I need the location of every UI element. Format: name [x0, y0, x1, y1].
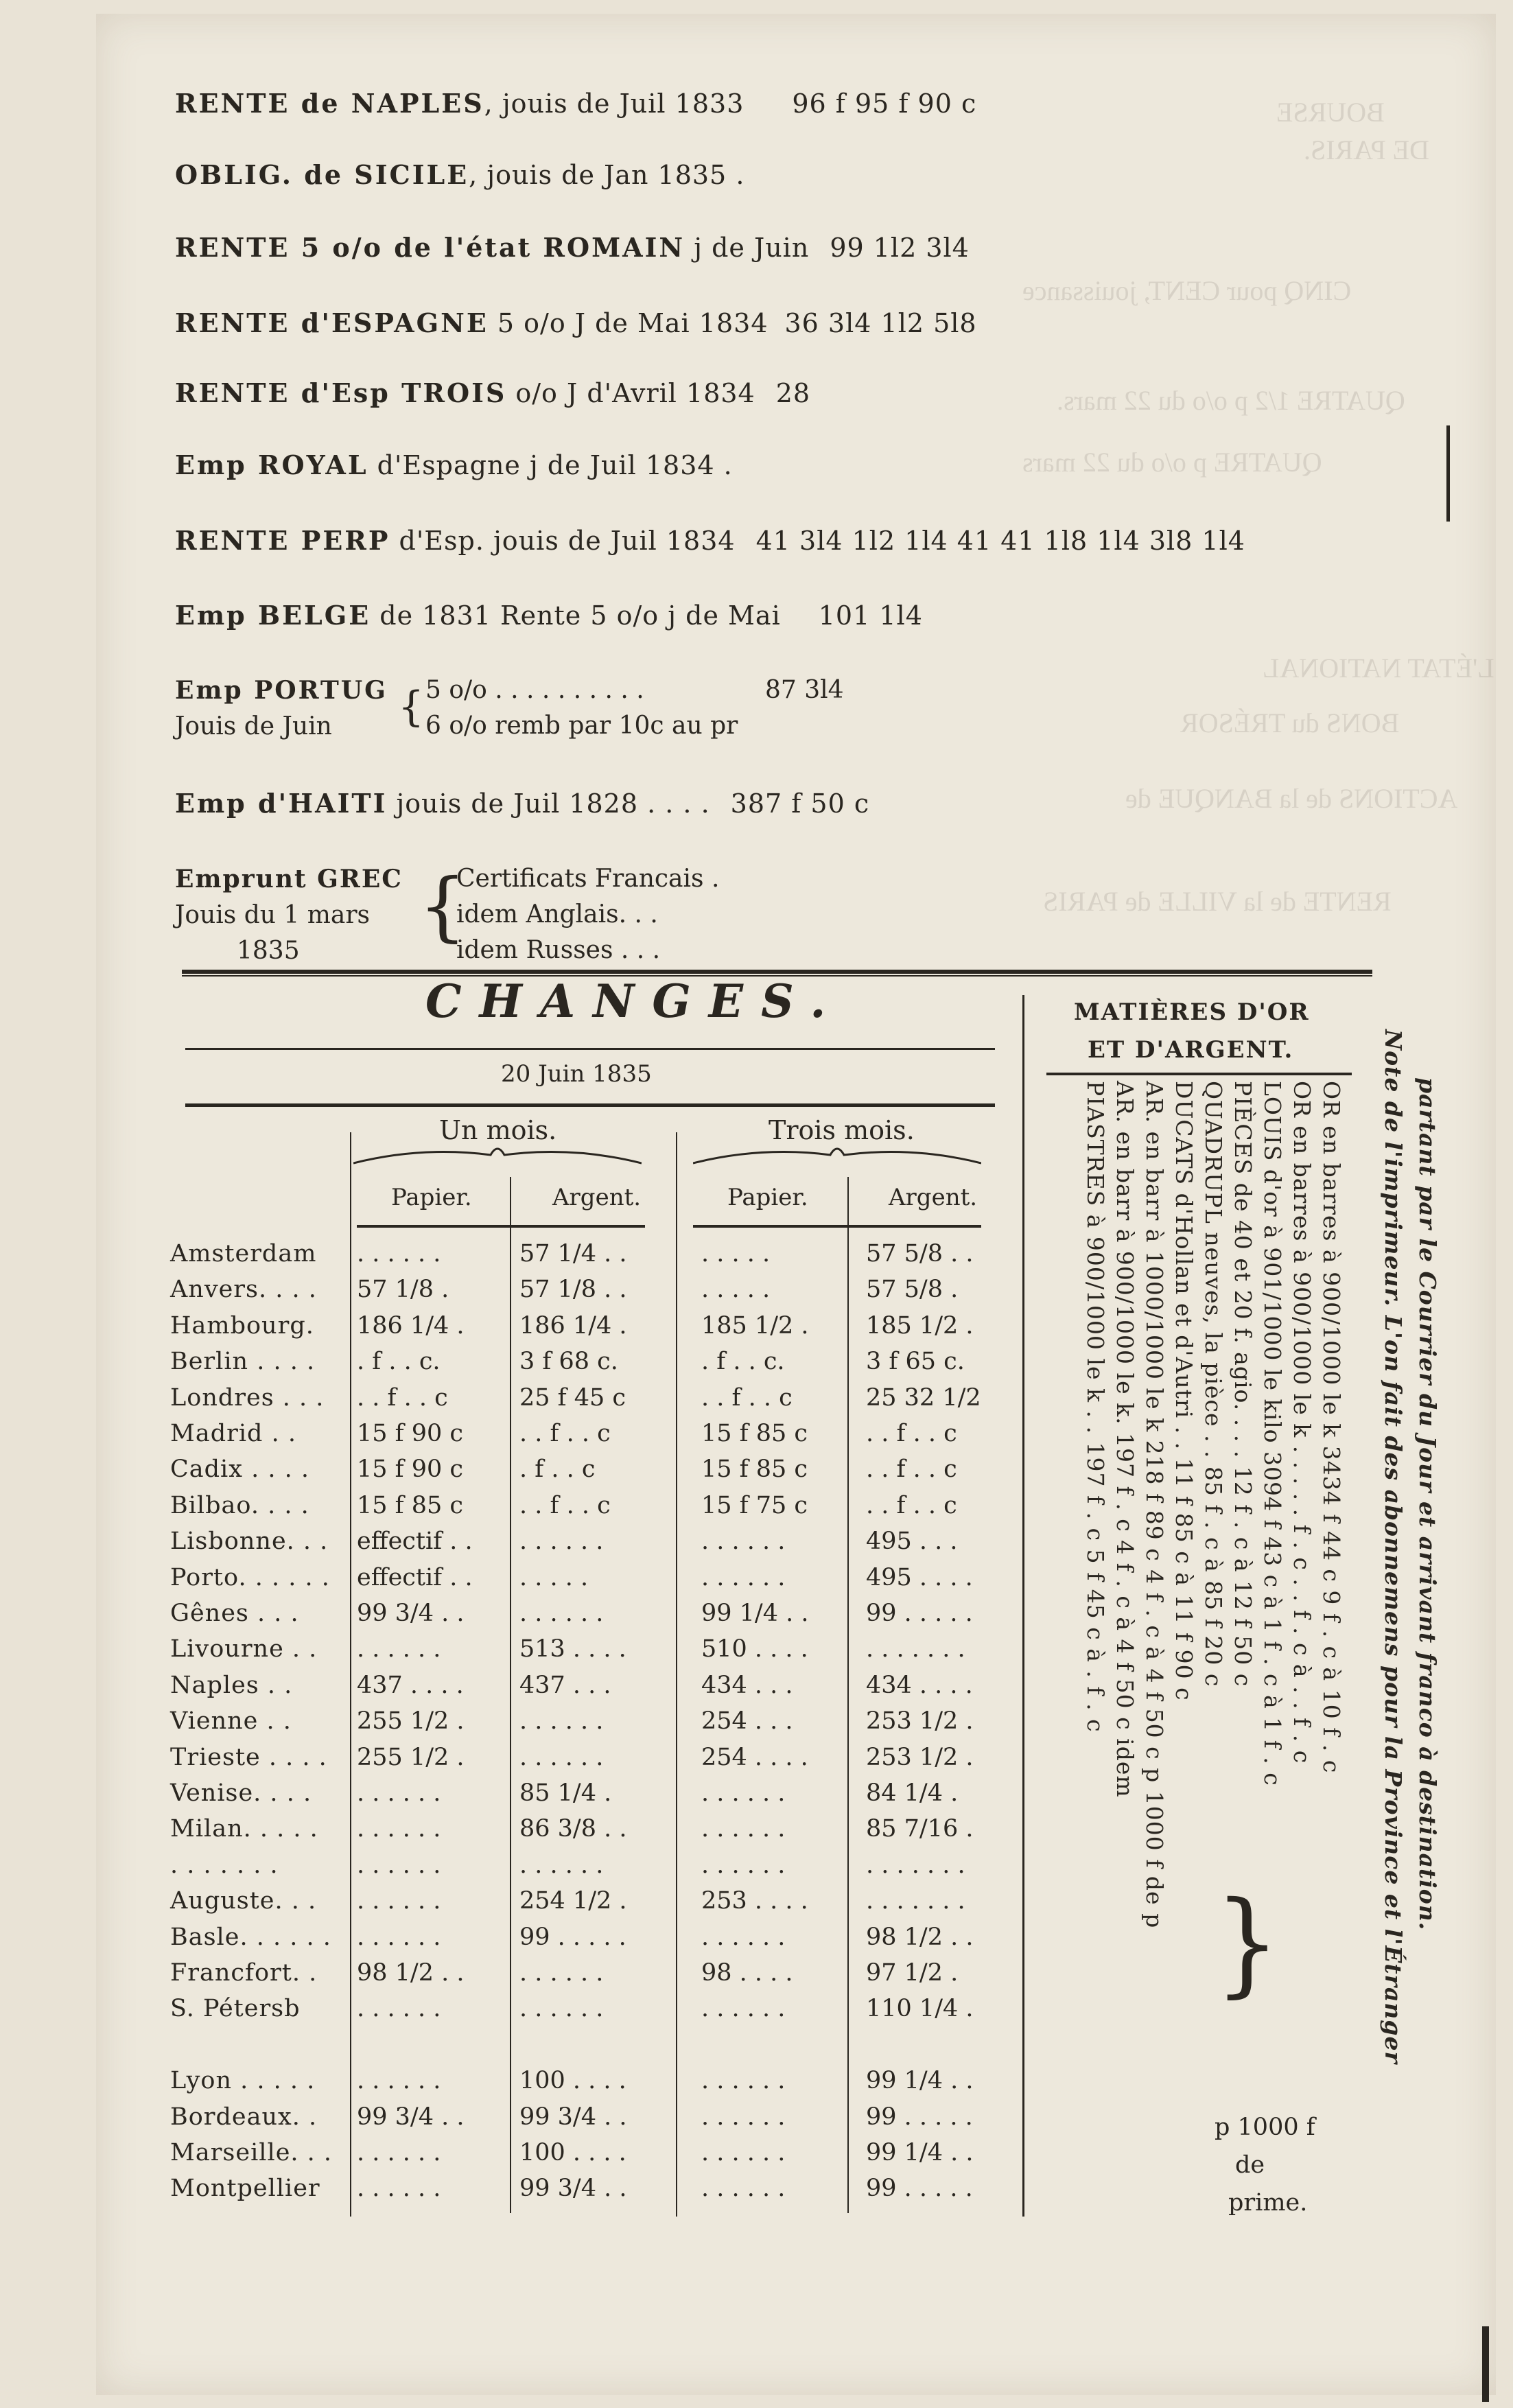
side-note: Note de l'imprimeur. L'on fait des abonnemens pour la Province et l'Étranger: [1380, 1029, 1407, 2064]
exchange-rate: . . f . . c: [866, 1456, 957, 1484]
exchange-rate: . . . . . . .: [866, 1887, 965, 1915]
margin-bar: [1482, 2326, 1489, 2402]
exchange-rate: 57 5/8 . .: [866, 1240, 974, 1267]
exchange-city: Livourne . .: [170, 1635, 318, 1663]
exchange-rate: 3 f 65 c.: [866, 1348, 965, 1376]
exchange-rate: 437 . . . .: [357, 1671, 464, 1699]
exchange-rate: 99 . . . . .: [866, 1600, 973, 1627]
exchange-rate: 99 3/4 . .: [357, 1600, 465, 1627]
matieres-line: OR en barres à 900/1000 le k 3434 f 44 c 9 f . c à 10 f . c: [1318, 1081, 1345, 1774]
exchange-rate: . . . . . .: [357, 1923, 441, 1951]
exchange-rate: 99 . . . . .: [519, 1923, 626, 1951]
exchange-city: Lisbonne. . .: [170, 1528, 329, 1556]
exchange-rate: 99 . . . . .: [866, 2103, 973, 2131]
column-rule: [676, 1132, 677, 2217]
exchange-rate: 84 1/4 .: [866, 1779, 959, 1807]
exchange-city: Naples . .: [170, 1671, 293, 1699]
bleed-through-text: BOURSE: [1276, 97, 1385, 128]
column-rule: [847, 1177, 849, 2213]
margin-bar: [1446, 425, 1450, 522]
matieres-line: PIÈCES de 40 et 20 f. agio. . . . 12 f . c à 12 f 50 c: [1230, 1081, 1256, 1687]
exchange-city: Auguste. . .: [170, 1887, 317, 1915]
exchange-rate: . . f . . c: [866, 1420, 957, 1447]
exchange-rate: 15 f 75 c: [701, 1491, 808, 1519]
bleed-through-text: BONS du TRÉSOR: [1180, 708, 1400, 738]
exchange-rate: 99 3/4 . .: [357, 2103, 465, 2131]
brace-decor: [693, 1143, 981, 1170]
bond-portug-options: 5 o/o . . . . . . . . . . 6 o/o remb par 10c au pr: [425, 676, 738, 740]
exchange-rate: . . . . . .: [519, 1707, 604, 1735]
exchange-rate: . f . . c: [519, 1456, 596, 1484]
bleed-through-text: QUATRE p o/o du 22 mars: [1022, 447, 1322, 478]
exchange-city: Vienne . .: [170, 1707, 292, 1735]
exchange-city: Londres . . .: [170, 1383, 325, 1412]
un-mois-header: Un mois.: [439, 1115, 557, 1145]
exchange-city: Cadix . . . .: [170, 1456, 309, 1484]
exchange-rate: 57 1/4 . .: [519, 1240, 627, 1267]
bond-portug: Emp PORTUG Jouis de Juin: [175, 676, 388, 740]
exchange-rate: . . . . . .: [357, 2067, 441, 2095]
exchange-rate: 253 1/2 .: [866, 1707, 974, 1735]
exchange-rate: . . . . .: [701, 1240, 771, 1267]
exchange-rate: . . . . . . .: [866, 1851, 965, 1879]
exchange-city: Porto. . . . . .: [170, 1563, 330, 1591]
exchange-rate: 15 f 85 c: [701, 1456, 808, 1484]
matieres-line: LOUIS d'or à 901/1000 le kilo 3094 f 43 c à 1 f . c à 1 f . c: [1259, 1081, 1286, 1786]
matieres-line: AR. en barr à 1000/1000 le k 218 f 89 c 4 f . c à 4 f 50 c p 1000 f de p: [1141, 1081, 1168, 1929]
prime-label: prime.: [1228, 2189, 1308, 2217]
exchange-rate: 254 1/2 .: [519, 1887, 627, 1915]
matieres-rule: [1046, 1073, 1352, 1075]
exchange-city: Milan. . . . .: [170, 1815, 318, 1843]
exchange-city: Amsterdam: [170, 1240, 317, 1267]
exchange-rate: 98 1/2 . .: [357, 1959, 465, 1987]
exchange-city: Hambourg.: [170, 1311, 314, 1340]
exchange-rate: 97 1/2 .: [866, 1959, 959, 1987]
column-rule: [350, 1132, 351, 2217]
bleed-through-text: L'ÉTAT NATIONAL: [1263, 653, 1494, 683]
exchange-city: Francfort. .: [170, 1959, 318, 1987]
exchange-rate: . . . . . .: [519, 1959, 604, 1987]
bond-line: RENTE PERP d'Esp. jouis de Juil 1834 41 3l4 1l2 1l4 41 41 1l8 1l4 3l8 1l4: [175, 525, 1245, 556]
exchange-rate: . . . . . .: [701, 1923, 786, 1951]
exchange-city: Berlin . . . .: [170, 1348, 316, 1376]
prime-label: de: [1235, 2151, 1265, 2179]
exchange-rate: 185 1/2 .: [701, 1311, 809, 1340]
matieres-title: ET D'ARGENT.: [1088, 1036, 1294, 1064]
exchange-rate: . f . . c.: [701, 1348, 785, 1376]
exchange-rate: . . . . . .: [701, 1528, 786, 1556]
bond-line: OBLIG. de SICILE, jouis de Jan 1835 .: [175, 159, 745, 190]
exchange-rate: . . f . . c: [519, 1420, 611, 1447]
exchange-city: Gênes . . .: [170, 1600, 299, 1627]
exchange-rate: . . . . . .: [701, 2103, 786, 2131]
bleed-through-text: CINQ pour CENT, jouissance: [1022, 275, 1352, 306]
matieres-line: QUADRUPL neuves, la pièce . . 85 f . c à 85 f 20 c: [1200, 1081, 1227, 1687]
exchange-city: Basle. . . . . .: [170, 1923, 331, 1951]
exchange-rate: 434 . . .: [701, 1671, 793, 1699]
bleed-through-text: RENTE de la VILLE de PARIS: [1043, 886, 1392, 917]
exchange-rate: 99 1/4 . .: [866, 2067, 974, 2095]
exchange-rate: . . . . . .: [357, 1815, 441, 1843]
exchange-rate: effectif . .: [357, 1563, 473, 1591]
exchange-rate: . . . . . .: [519, 1851, 604, 1879]
exchange-rate: . . . . . .: [701, 1815, 786, 1843]
exchange-rate: 99 3/4 . .: [519, 2103, 627, 2131]
exchange-city: Anvers. . . .: [170, 1276, 317, 1304]
exchange-rate: . f . . c.: [357, 1348, 441, 1376]
trois-mois-header: Trois mois.: [769, 1115, 915, 1145]
prime-brace: }: [1215, 1878, 1280, 2009]
exchange-rate: . . . . . .: [701, 1851, 786, 1879]
exchange-rate: effectif . .: [357, 1528, 473, 1556]
exchange-rate: . . . . . .: [701, 1995, 786, 2023]
exchange-rate: 99 1/4 . .: [701, 1600, 809, 1627]
side-note: partant par le Courrier du Jour et arrivant franco à destination.: [1414, 1077, 1441, 1931]
bond-portug-brace: {: [398, 683, 425, 731]
subheader-rule: [693, 1225, 981, 1228]
exchange-rate: 253 1/2 .: [866, 1743, 974, 1771]
exchange-rate: . . . . . . .: [866, 1635, 965, 1663]
exchange-city: Trieste . . . .: [170, 1743, 327, 1771]
exchange-rate: 86 3/8 . .: [519, 1815, 627, 1843]
bond-line: RENTE 5 o/o de l'état ROMAIN j de Juin 99 1l2 3l4: [175, 232, 970, 263]
matieres-line: PIASTRES à 900/1000 le k . . 197 f . c 5 f 45 c à . f . c: [1082, 1081, 1109, 1733]
exchange-rate: 99 3/4 . .: [519, 2175, 627, 2203]
exchange-rate: 110 1/4 .: [866, 1995, 974, 2023]
exchange-rate: 15 f 90 c: [357, 1420, 464, 1447]
exchange-rate: . . . . . .: [701, 2175, 786, 2203]
bond-line: RENTE d'Esp TROIS o/o J d'Avril 1834 28: [175, 377, 811, 408]
exchange-rate: 25 f 45 c: [519, 1383, 626, 1412]
exchange-rate: . . . . . .: [357, 2175, 441, 2203]
exchange-rate: 85 1/4 .: [519, 1779, 612, 1807]
exchange-rate: 99 1/4 . .: [866, 2139, 974, 2166]
exchange-rate: 437 . . .: [519, 1671, 611, 1699]
bond-grec-brace: {: [419, 862, 467, 950]
exchange-rate: 3 f 68 c.: [519, 1348, 618, 1376]
subheader-rule: [357, 1225, 645, 1228]
exchange-rate: . . . . . .: [701, 1779, 786, 1807]
argent-header: Argent.: [552, 1184, 642, 1211]
exchange-rate: 57 1/8 .: [357, 1276, 449, 1304]
exchange-rate: 100 . . . .: [519, 2139, 626, 2166]
exchange-rate: 25 32 1/2: [866, 1383, 981, 1412]
exchange-rate: 255 1/2 .: [357, 1743, 465, 1771]
matieres-line: OR en barres à 900/1000 le k . . . . . f . c . . f . c à . . f . c: [1289, 1081, 1315, 1764]
column-rule: [1022, 995, 1024, 2217]
prime-label: p 1000 f: [1215, 2114, 1315, 2141]
exchange-rate: . . f . . c: [866, 1491, 957, 1519]
column-rule: [510, 1177, 511, 2213]
exchange-rate: 513 . . . .: [519, 1635, 626, 1663]
bond-line: Emp ROYAL d'Espagne j de Juil 1834 .: [175, 449, 733, 480]
exchange-city: Bilbao. . . .: [170, 1491, 309, 1519]
matieres-line: DUCATS d'Hollan et d'Autri . . 11 f 85 c à 11 f 90 c: [1171, 1081, 1197, 1701]
exchange-rate: . . . . . .: [519, 1743, 604, 1771]
exchange-rate: . . . . . .: [701, 2139, 786, 2166]
bond-line: Emp BELGE de 1831 Rente 5 o/o j de Mai 101 1l4: [175, 600, 923, 631]
exchange-rate: . . f . . c: [357, 1383, 448, 1412]
exchange-rate: . . f . . c: [701, 1383, 793, 1412]
argent-header: Argent.: [889, 1184, 978, 1211]
exchange-city: Marseille. . .: [170, 2139, 333, 2166]
exchange-rate: 98 . . . .: [701, 1959, 793, 1987]
exchange-rate: . . . . .: [519, 1563, 589, 1591]
bleed-through-text: ACTIONS de la BANQUE de: [1125, 783, 1458, 814]
exchange-city: Bordeaux. .: [170, 2103, 318, 2131]
exchange-rate: . . . . . .: [701, 2067, 786, 2095]
exchange-city: . . . . . . .: [170, 1851, 279, 1879]
exchange-rate: 495 . . . .: [866, 1563, 973, 1591]
exchange-rate: 15 f 85 c: [701, 1420, 808, 1447]
exchange-city: S. Pétersb: [170, 1995, 301, 2023]
changes-date: 20 Juin 1835: [501, 1060, 652, 1088]
exchange-rate: . . . . . .: [357, 1995, 441, 2023]
exchange-rate: 15 f 90 c: [357, 1456, 464, 1484]
exchange-rate: 186 1/4 .: [357, 1311, 465, 1340]
exchange-rate: 254 . . .: [701, 1707, 793, 1735]
exchange-rate: 185 1/2 .: [866, 1311, 974, 1340]
changes-rule: [185, 1048, 995, 1050]
papier-header: Papier.: [727, 1184, 808, 1211]
brace-decor: [353, 1143, 642, 1170]
bond-grec: Emprunt GREC Jouis du 1 mars 1835: [175, 865, 403, 965]
exchange-rate: 99 . . . . .: [866, 2175, 973, 2203]
exchange-rate: . . . . . .: [357, 1779, 441, 1807]
exchange-rate: 434 . . . .: [866, 1671, 973, 1699]
exchange-rate: . . . . . .: [519, 1528, 604, 1556]
matieres-title: MATIÈRES D'OR: [1074, 998, 1310, 1026]
exchange-rate: 253 . . . .: [701, 1887, 808, 1915]
exchange-rate: 510 . . . .: [701, 1635, 808, 1663]
exchange-rate: . . . . . .: [357, 1851, 441, 1879]
exchange-rate: 495 . . .: [866, 1528, 958, 1556]
exchange-rate: 100 . . . .: [519, 2067, 626, 2095]
exchange-rate: 57 5/8 .: [866, 1276, 959, 1304]
bond-line: RENTE de NAPLES, jouis de Juil 1833 96 f 95 f 90 c: [175, 88, 977, 119]
exchange-rate: . . . . .: [701, 1276, 771, 1304]
exchange-rate: 254 . . . .: [701, 1743, 808, 1771]
bond-portug-value: 87 3l4: [765, 676, 844, 704]
exchange-rate: . . . . . .: [357, 1887, 441, 1915]
exchange-city: Madrid . .: [170, 1420, 296, 1447]
changes-rule: [185, 1103, 995, 1107]
changes-title: CHANGES.: [425, 974, 844, 1028]
exchange-rate: 98 1/2 . .: [866, 1923, 974, 1951]
exchange-rate: 186 1/4 .: [519, 1311, 627, 1340]
exchange-rate: . . . . . .: [357, 2139, 441, 2166]
exchange-rate: . . . . . .: [357, 1240, 441, 1267]
exchange-city: Montpellier: [170, 2175, 320, 2203]
bleed-through-text: QUATRE 1/2 p o/o du 22 mars.: [1057, 385, 1405, 416]
exchange-rate: . . . . . .: [519, 1995, 604, 2023]
exchange-rate: . . f . . c: [519, 1491, 611, 1519]
bond-grec-options: Certificats Francais . idem Anglais. . . idem Russes . . .: [456, 865, 720, 964]
matieres-line: AR. en barr à 900/1000 le k. 197 f . c 4 f . c à 4 f 50 c idem: [1112, 1081, 1138, 1798]
section-divider: [182, 970, 1372, 974]
exchange-rate: . . . . . .: [519, 1600, 604, 1627]
exchange-city: Venise. . . .: [170, 1779, 312, 1807]
exchange-rate: 15 f 85 c: [357, 1491, 464, 1519]
exchange-rate: . . . . . .: [357, 1635, 441, 1663]
bond-line: Emp d'HAITI jouis de Juil 1828 . . . . 387 f 50 c: [175, 788, 870, 819]
bleed-through-text: DE PARIS.: [1304, 135, 1430, 165]
exchange-rate: 57 1/8 . .: [519, 1276, 627, 1304]
exchange-rate: 255 1/2 .: [357, 1707, 465, 1735]
exchange-city: Lyon . . . . .: [170, 2067, 316, 2095]
bond-line: RENTE d'ESPAGNE 5 o/o J de Mai 1834 36 3l4 1l2 5l8: [175, 307, 977, 338]
exchange-rate: 85 7/16 .: [866, 1815, 974, 1843]
exchange-rate: . . . . . .: [701, 1563, 786, 1591]
papier-header: Papier.: [391, 1184, 472, 1211]
